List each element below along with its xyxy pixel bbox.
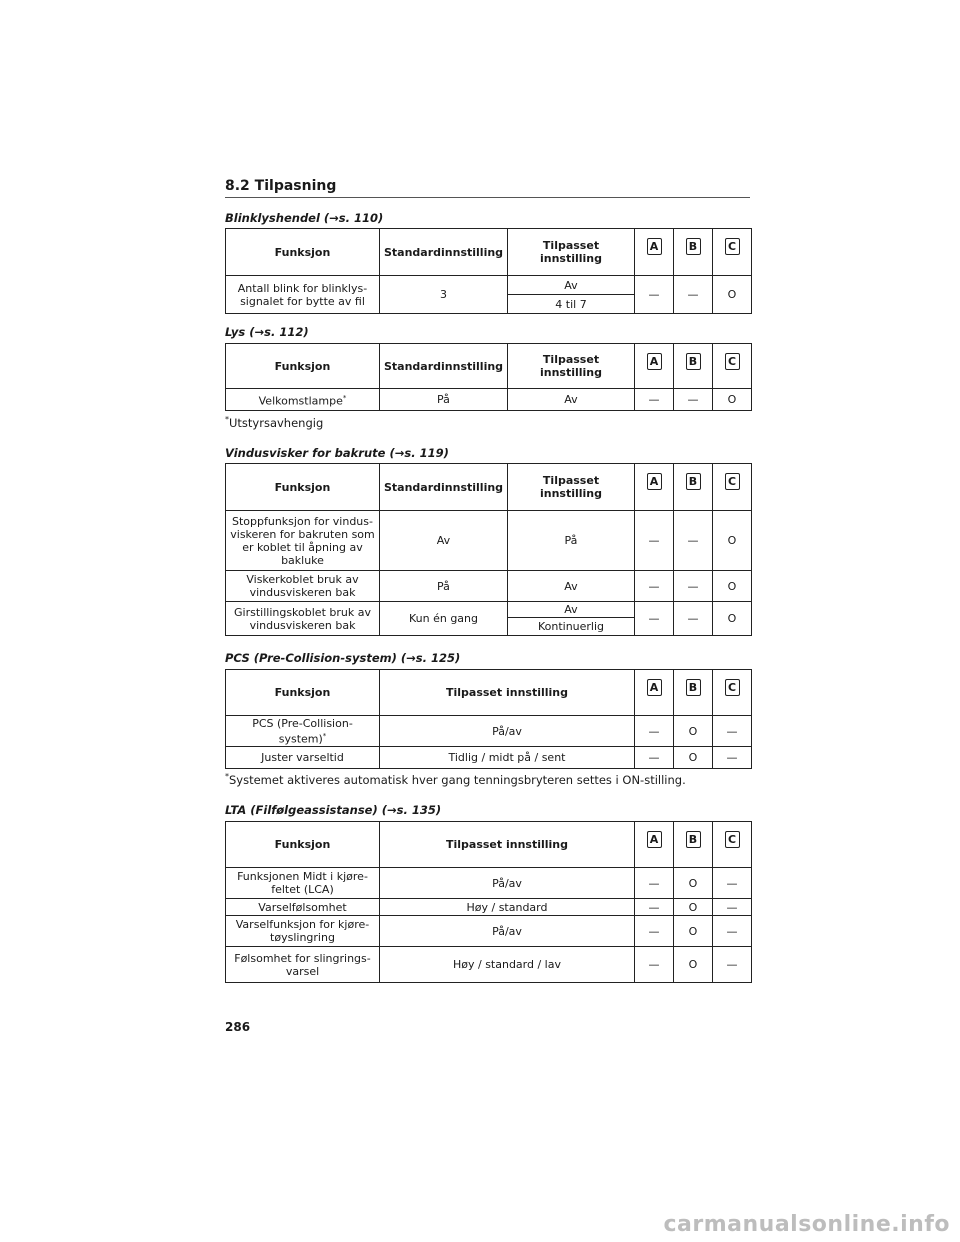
table-row xyxy=(226,747,752,769)
cell-standard: På xyxy=(380,571,508,602)
letter-c-icon: C xyxy=(725,353,740,370)
letter-b-icon: B xyxy=(686,831,701,848)
cell-tilpasset: På/av xyxy=(380,868,635,899)
col-c xyxy=(713,229,752,276)
cell-funksjon: Funksjonen Midt i kjøre-feltet (LCA) xyxy=(226,868,380,899)
cell-tilpasset: Av xyxy=(508,276,635,295)
table-row xyxy=(226,868,752,899)
col-funksjon: Funksjon xyxy=(226,670,380,716)
col-b xyxy=(674,670,713,716)
cell-standard: Av xyxy=(380,511,508,571)
cell-b: — xyxy=(674,389,713,411)
cell-funksjon-text: PCS (Pre-Collision-system) xyxy=(252,716,353,746)
cell-b: — xyxy=(674,276,713,314)
cell-c: — xyxy=(713,868,752,899)
cell-b: O xyxy=(674,868,713,899)
letter-a-icon: A xyxy=(647,679,662,696)
footnote-mark: * xyxy=(322,731,327,740)
cell-funksjon: Girstillingskoblet bruk av vindusviskeren bak xyxy=(226,602,380,636)
cell-tilpasset: Av xyxy=(508,602,635,618)
col-funksjon: Funksjon xyxy=(226,229,380,276)
letter-c-icon: C xyxy=(725,679,740,696)
cell-a: — xyxy=(635,947,674,983)
cell-a: — xyxy=(635,916,674,947)
cell-c: O xyxy=(713,276,752,314)
col-b xyxy=(674,822,713,868)
cell-funksjon: Juster varseltid xyxy=(226,747,380,769)
table-row xyxy=(226,947,752,983)
col-c xyxy=(713,822,752,868)
col-a xyxy=(635,464,674,511)
col-c xyxy=(713,464,752,511)
cell-a: — xyxy=(635,868,674,899)
col-c xyxy=(713,670,752,716)
col-a xyxy=(635,822,674,868)
col-a xyxy=(635,670,674,716)
footnote-mark: * xyxy=(225,415,229,424)
footnote-mark: * xyxy=(342,393,347,402)
col-a xyxy=(635,229,674,276)
cell-c: — xyxy=(713,916,752,947)
letter-c-icon: C xyxy=(725,831,740,848)
col-b xyxy=(674,464,713,511)
col-tilpasset: Tilpasset innstilling xyxy=(508,344,635,389)
section-title-lta: LTA (Filfølgeassistanse) (→s. 135) xyxy=(225,803,442,817)
col-a xyxy=(635,344,674,389)
footnote-text: Systemet aktiveres automatisk hver gang tenningsbryteren settes i ON-stilling. xyxy=(229,772,686,787)
cell-tilpasset: På/av xyxy=(380,916,635,947)
cell-tilpasset: Av xyxy=(508,389,635,411)
cell-standard: Kun én gang xyxy=(380,602,508,636)
cell-b: — xyxy=(674,571,713,602)
cell-b: O xyxy=(674,747,713,769)
letter-b-icon: B xyxy=(686,473,701,490)
cell-funksjon: Antall blink for blinklys-signalet for bytte av fil xyxy=(226,276,380,314)
cell-funksjon: Viskerkoblet bruk av vindusviskeren bak xyxy=(226,571,380,602)
table-row xyxy=(226,389,752,411)
page-number: 286 xyxy=(225,1020,251,1034)
cell-funksjon xyxy=(226,389,380,411)
footnote-lys xyxy=(225,415,323,430)
letter-a-icon: A xyxy=(647,238,662,255)
cell-b: O xyxy=(674,899,713,916)
cell-b: O xyxy=(674,947,713,983)
letter-b-icon: B xyxy=(686,353,701,370)
col-standard: Standardinnstilling xyxy=(380,464,508,511)
letter-b-icon: B xyxy=(686,238,701,255)
table-lys xyxy=(225,343,752,411)
col-tilpasset: Tilpasset innstilling xyxy=(380,670,635,716)
section-title-blinklys: Blinklyshendel (→s. 110) xyxy=(225,211,384,225)
letter-c-icon: C xyxy=(725,473,740,490)
table-pcs xyxy=(225,669,752,769)
table-vindusvisker xyxy=(225,463,752,636)
cell-a: — xyxy=(635,511,674,571)
cell-tilpasset: Høy / standard xyxy=(380,899,635,916)
page-header: 8.2 Tilpasning xyxy=(225,178,750,198)
section-title-pcs: PCS (Pre-Collision-system) (→s. 125) xyxy=(225,651,461,665)
col-funksjon: Funksjon xyxy=(226,822,380,868)
cell-funksjon: Varselfølsomhet xyxy=(226,899,380,916)
cell-tilpasset: 4 til 7 xyxy=(508,295,635,314)
col-tilpasset: Tilpasset innstilling xyxy=(508,229,635,276)
section-title-vindusvisker: Vindusvisker for bakrute (→s. 119) xyxy=(225,446,449,460)
cell-c: O xyxy=(713,602,752,636)
col-standard: Standardinnstilling xyxy=(380,229,508,276)
cell-b: O xyxy=(674,716,713,747)
section-title-lys: Lys (→s. 112) xyxy=(225,325,309,339)
table-row xyxy=(226,716,752,747)
letter-b-icon: B xyxy=(686,679,701,696)
cell-tilpasset: På/av xyxy=(380,716,635,747)
cell-tilpasset: På xyxy=(508,511,635,571)
table-row xyxy=(226,916,752,947)
col-standard: Standardinnstilling xyxy=(380,344,508,389)
cell-funksjon: Varselfunksjon for kjøre-tøyslingring xyxy=(226,916,380,947)
cell-a: — xyxy=(635,276,674,314)
cell-c: — xyxy=(713,947,752,983)
letter-a-icon: A xyxy=(647,831,662,848)
cell-tilpasset: Av xyxy=(508,571,635,602)
cell-standard: 3 xyxy=(380,276,508,314)
cell-b: O xyxy=(674,916,713,947)
cell-c: — xyxy=(713,716,752,747)
cell-a: — xyxy=(635,716,674,747)
cell-a: — xyxy=(635,899,674,916)
letter-a-icon: A xyxy=(647,473,662,490)
table-row xyxy=(226,511,752,571)
col-c xyxy=(713,344,752,389)
cell-b: — xyxy=(674,602,713,636)
table-row xyxy=(226,899,752,916)
table-lta xyxy=(225,821,752,983)
cell-funksjon-text: Velkomstlampe xyxy=(258,394,343,408)
letter-c-icon: C xyxy=(725,238,740,255)
cell-standard: På xyxy=(380,389,508,411)
watermark: carmanualsonline.info xyxy=(663,1212,950,1237)
footnote-mark: * xyxy=(225,772,229,781)
letter-a-icon: A xyxy=(647,353,662,370)
table-blinklys xyxy=(225,228,752,314)
col-funksjon: Funksjon xyxy=(226,344,380,389)
cell-a: — xyxy=(635,389,674,411)
cell-a: — xyxy=(635,747,674,769)
cell-tilpasset: Kontinuerlig xyxy=(508,618,635,636)
cell-a: — xyxy=(635,571,674,602)
col-b xyxy=(674,229,713,276)
cell-c: O xyxy=(713,389,752,411)
cell-funksjon: Følsomhet for slingrings-varsel xyxy=(226,947,380,983)
col-tilpasset: Tilpasset innstilling xyxy=(380,822,635,868)
cell-b: — xyxy=(674,511,713,571)
footnote-pcs xyxy=(225,772,686,787)
cell-c: O xyxy=(713,511,752,571)
col-tilpasset: Tilpasset innstilling xyxy=(508,464,635,511)
cell-tilpasset: Høy / standard / lav xyxy=(380,947,635,983)
col-b xyxy=(674,344,713,389)
cell-a: — xyxy=(635,602,674,636)
cell-funksjon: Stoppfunksjon for vindus-viskeren for bakruten som er koblet til åpning av bakluke xyxy=(226,511,380,571)
table-row xyxy=(226,571,752,602)
table-row xyxy=(226,276,752,295)
table-row xyxy=(226,602,752,618)
footnote-text: Utstyrsavhengig xyxy=(229,415,324,430)
cell-tilpasset: Tidlig / midt på / sent xyxy=(380,747,635,769)
cell-c: O xyxy=(713,571,752,602)
cell-c: — xyxy=(713,899,752,916)
cell-c: — xyxy=(713,747,752,769)
col-funksjon: Funksjon xyxy=(226,464,380,511)
cell-funksjon xyxy=(226,716,380,747)
